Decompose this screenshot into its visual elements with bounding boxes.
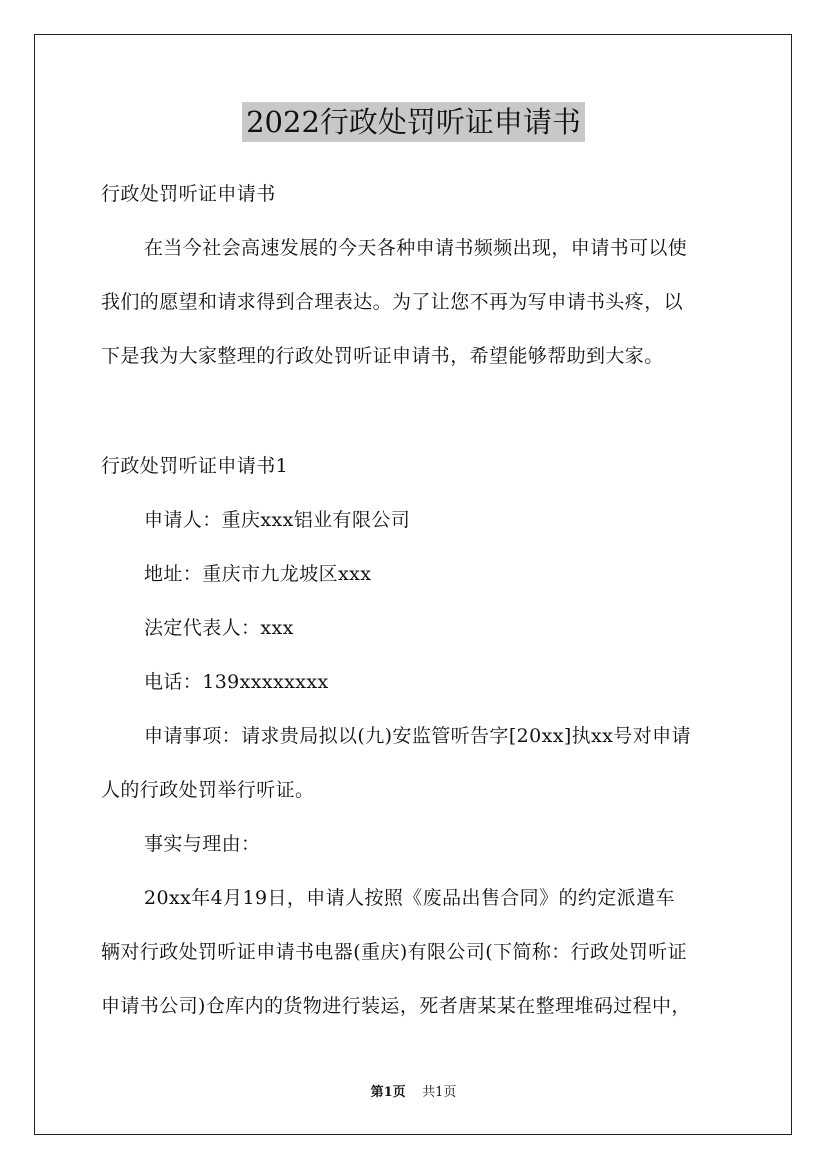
paragraph-line: 辆对行政处罚听证申请书电器(重庆)有限公司(下简称：行政处罚听证 xyxy=(101,941,688,963)
applicant-line: 申请人：重庆xxx铝业有限公司 xyxy=(144,509,411,531)
paragraph-line: 申请事项：请求贵局拟以(九)安监管听告字[20xx]执xx号对申请 xyxy=(144,725,691,747)
address-line: 地址：重庆市九龙坡区xxx xyxy=(144,563,372,585)
phone-line: 电话：139xxxxxxxx xyxy=(144,671,329,693)
section-heading: 行政处罚听证申请书 xyxy=(101,183,276,205)
page-number: 第1页 xyxy=(370,1085,406,1100)
page-footer xyxy=(0,1085,827,1101)
paragraph-line: 在当今社会高速发展的今天各种申请书频频出现，申请书可以使 xyxy=(144,237,688,259)
paragraph-line: 我们的愿望和请求得到合理表达。为了让您不再为写申请书头疼，以 xyxy=(101,291,684,313)
paragraph-line: 人的行政处罚举行听证。 xyxy=(101,779,315,801)
section-heading: 行政处罚听证申请书1 xyxy=(101,455,289,477)
paragraph-line: 下是我为大家整理的行政处罚听证申请书，希望能够帮助到大家。 xyxy=(101,345,664,367)
facts-heading: 事实与理由： xyxy=(144,833,261,855)
paragraph-line: 申请书公司)仓库内的货物进行装运，死者唐某某在整理堆码过程中， xyxy=(101,995,691,1017)
title-container xyxy=(0,102,827,142)
paragraph-line: 20xx年4月19日，申请人按照《废品出售合同》的约定派遣车 xyxy=(144,887,675,909)
document-title: 2022行政处罚听证申请书 xyxy=(242,102,585,142)
page-total: 共1页 xyxy=(422,1085,457,1100)
representative-line: 法定代表人：xxx xyxy=(144,617,294,639)
